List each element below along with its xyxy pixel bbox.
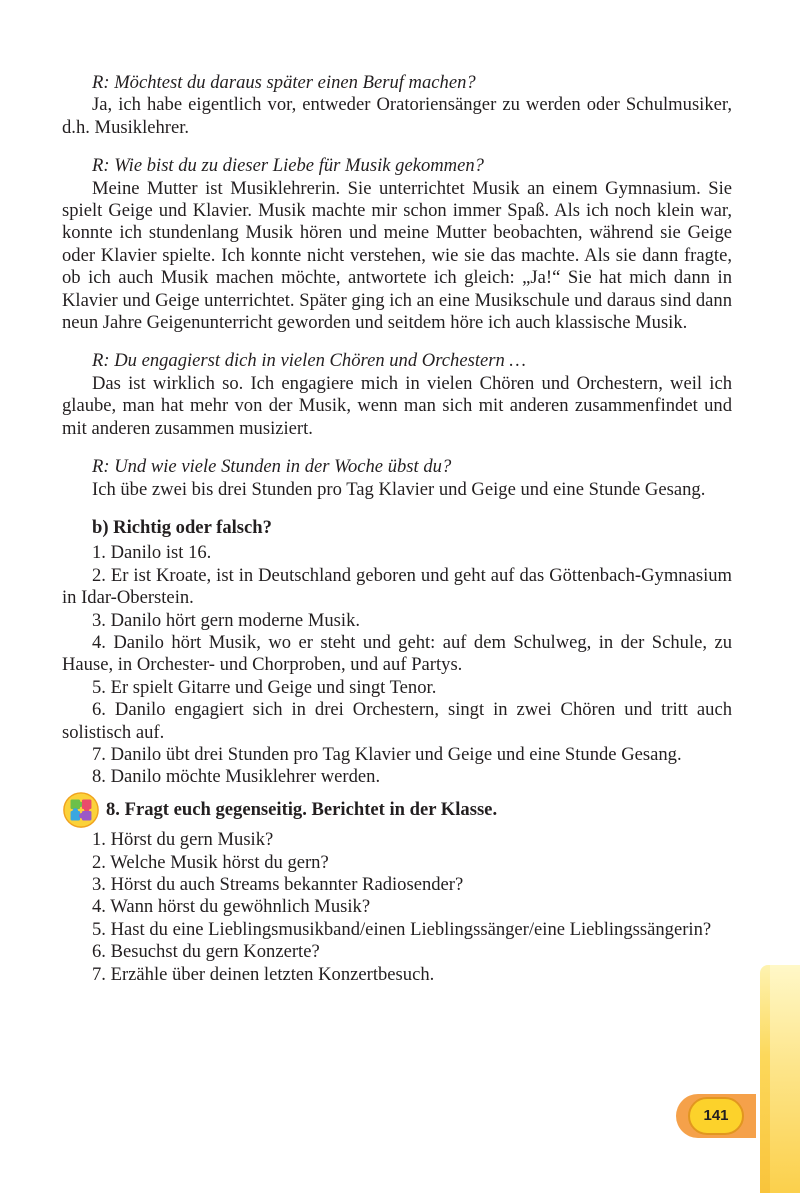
- interview-answer: Ich übe zwei bis drei Stunden pro Tag Klavier und Geige und eine Stunde Gesang.: [92, 478, 706, 500]
- list-item: 6. Danilo engagiert sich in drei Orchestern, singt in zwei Chören und tritt auch solistisch auf.: [62, 699, 732, 743]
- list-item: 8. Danilo möchte Musiklehrer werden.: [92, 766, 381, 788]
- task-8-list: [62, 829, 732, 986]
- interview-question: R: Möchtest du daraus später einen Beruf machen?: [92, 72, 476, 93]
- list-item: 3. Danilo hört gern moderne Musik.: [92, 609, 361, 631]
- interview-question: R: Und wie viele Stunden in der Woche übst du?: [92, 456, 452, 478]
- list-item: 2. Welche Musik hörst du gern?: [92, 851, 329, 873]
- interview-block-3: [62, 350, 732, 440]
- list-item: 1. Danilo ist 16.: [92, 542, 212, 564]
- list-item: 6. Besuchst du gern Konzerte?: [92, 941, 320, 963]
- list-item: 3. Hörst du auch Streams bekannter Radiosender?: [92, 874, 464, 895]
- interview-answer: Meine Mutter ist Musiklehrerin. Sie unterrichtet Musik an einem Gymnasium. Sie spielt Geige und Klavier. Musik machte mir schon immer Spaß. Als ich noch klein war, konnte ich stundenlang Musik hören und meine Mutter beobachten, während sie Geige oder Klavier spielte. Ich konnte nicht verstehen, wie sie das machte. Als sie dann fragte, ob ich auch Musik machen möchte, antwortete ich gleich: „Ja!“ Sie hat mich dann in Klavier und Geige unterrichtet. Später ging ich an eine Musikschule und daraus sind dann neun Jahre Geigenunterricht geworden und seitdem höre ich auch klassische Musik.: [62, 177, 732, 334]
- interview-block-1: [62, 72, 732, 139]
- interview-block-2: [62, 155, 732, 334]
- page-content: [62, 72, 732, 986]
- task-8-heading: 8. Fragt euch gegenseitig. Berichtet in der Klasse.: [106, 798, 498, 820]
- page-edge-bar: [760, 965, 770, 1193]
- task-8-heading-row: [62, 799, 732, 821]
- page-edge-strip: [770, 965, 800, 1193]
- list-item: 5. Hast du eine Lieblingsmusikband/einen Lieblingssänger/eine Lieblingssängerin?: [92, 918, 712, 940]
- interview-question: R: Wie bist du zu dieser Liebe für Musik gekommen?: [92, 155, 484, 177]
- page-number: 141: [688, 1097, 744, 1135]
- list-item: 7. Danilo übt drei Stunden pro Tag Klavier und Geige und eine Stunde Gesang.: [92, 743, 682, 765]
- puzzle-icon: [62, 791, 100, 829]
- list-item: 4. Danilo hört Musik, wo er steht und geht: auf dem Schulweg, in der Schule, zu Hause, in Orchester- und Chorproben, und auf Partys.: [62, 631, 732, 676]
- interview-answer: Ja, ich habe eigentlich vor, entweder Oratoriensänger zu werden oder Schulmusiker, d.h. Musiklehrer.: [62, 94, 732, 138]
- list-item: 2. Er ist Kroate, ist in Deutschland geboren und geht auf das Göttenbach-Gymnasium in Idar-Oberstein.: [62, 564, 732, 609]
- section-b-heading: b) Richtig oder falsch?: [92, 516, 272, 538]
- interview-block-4: [62, 456, 732, 501]
- list-item: 1. Hörst du gern Musik?: [92, 829, 274, 851]
- list-item: 5. Er spielt Gitarre und Geige und singt Tenor.: [92, 676, 437, 698]
- interview-answer: Das ist wirklich so. Ich engagiere mich in vielen Chören und Orchestern, weil ich glaube, man hat mehr von der Musik, wenn man sich mit anderen zusammenfindet und mit anderen zusammen musiziert.: [62, 372, 732, 439]
- list-item: 4. Wann hörst du gewöhnlich Musik?: [92, 896, 371, 918]
- section-b-list: [62, 542, 732, 788]
- interview-question: R: Du engagierst dich in vielen Chören und Orchestern …: [92, 350, 526, 372]
- list-item: 7. Erzähle über deinen letzten Konzertbesuch.: [92, 963, 435, 985]
